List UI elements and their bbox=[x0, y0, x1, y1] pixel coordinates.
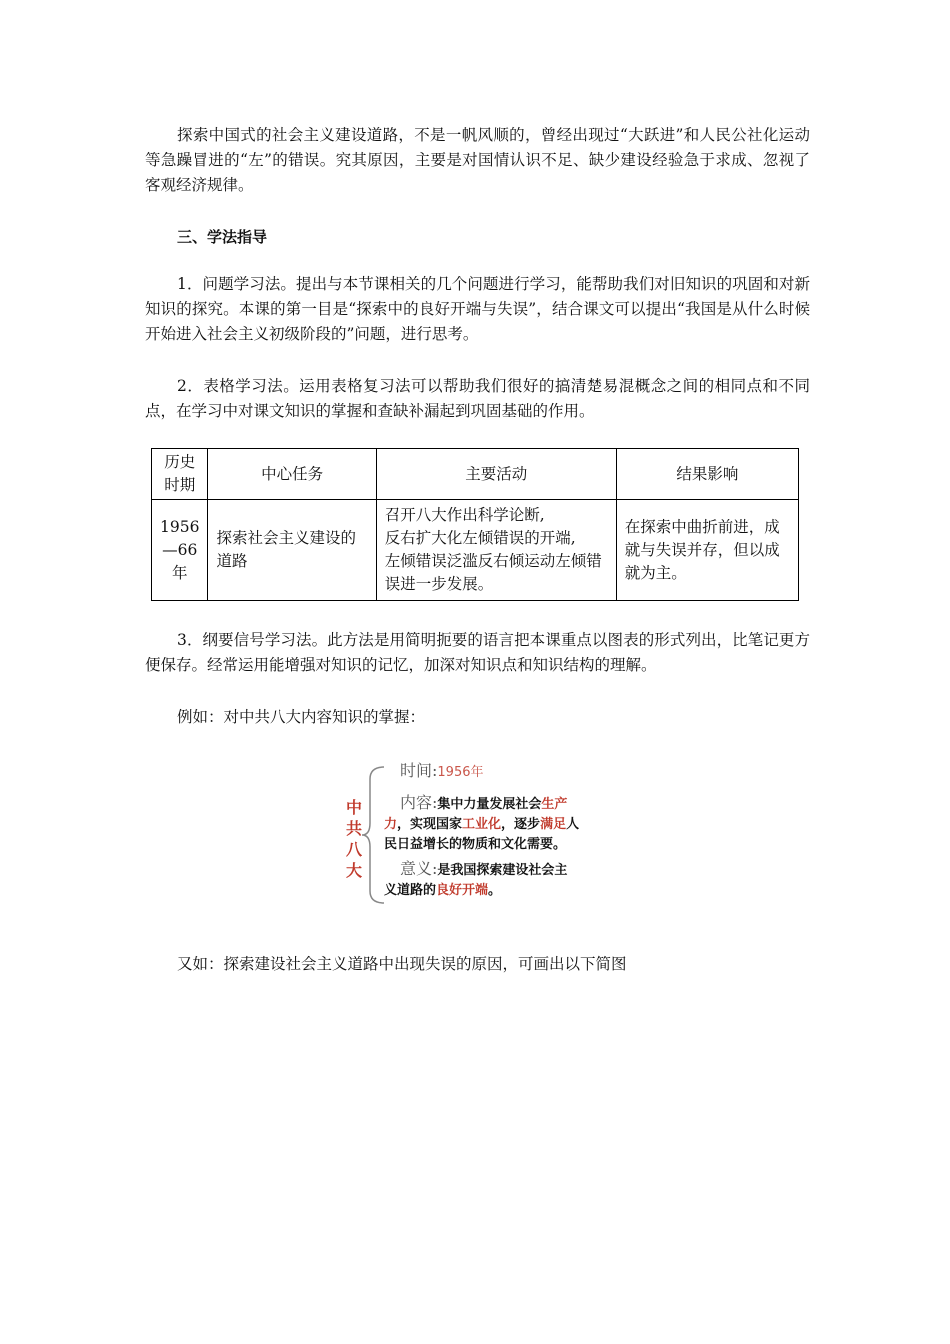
example-2-line: 又如：探索建设社会主义道路中出现失误的原因，可画出以下简图 bbox=[177, 955, 627, 973]
method-1-paragraph: 1．问题学习法。提出与本节课相关的几个问题进行学习，能帮助我们对旧知识的巩固和对新知识的探究。本课的第一目是“探索中的良好开端与失误”，结合课文可以提出“我国是从什么时候开始进入社会主义初级阶段的”问题，进行思考。 bbox=[145, 275, 810, 343]
cell-task: 探索社会主义建设的道路 bbox=[208, 500, 376, 601]
diagram-title-char: 八 bbox=[345, 840, 362, 859]
cell-period: 1956—66年 bbox=[152, 500, 208, 601]
diagram-meaning-line-1 bbox=[400, 859, 567, 881]
table-header-row bbox=[152, 449, 799, 500]
diagram-content-line-2 bbox=[384, 815, 579, 835]
header-result: 结果影响 bbox=[616, 449, 798, 500]
section-heading: 三、学法指导 bbox=[177, 228, 268, 246]
content-highlight: 满足 bbox=[540, 817, 567, 832]
example-1-line: 例如：对中共八大内容知识的掌握： bbox=[177, 708, 426, 726]
diagram-title-char: 共 bbox=[345, 819, 362, 838]
time-value: 1956年 bbox=[437, 765, 484, 780]
diagram-meaning-line-2 bbox=[384, 881, 501, 901]
eighth-congress-diagram bbox=[338, 755, 613, 905]
diagram-title-char: 大 bbox=[345, 861, 362, 880]
activity-line: 反右扩大化左倾错误的开端, bbox=[384, 529, 576, 547]
method-2-paragraph: 2．表格学习法。运用表格复习法可以帮助我们很好的搞清楚易混概念之间的相同点和不同点，在学习中对课文知识的掌握和查缺补漏起到巩固基础的作用。 bbox=[145, 377, 810, 420]
content-text: ，实现国家 bbox=[397, 817, 463, 832]
header-task: 中心任务 bbox=[208, 449, 376, 500]
cell-activities bbox=[376, 500, 616, 601]
content-text: 集中力量发展社会 bbox=[437, 797, 542, 812]
header-activities: 主要活动 bbox=[376, 449, 616, 500]
meaning-text: 义道路的 bbox=[384, 883, 437, 898]
activity-line: 召开八大作出科学论断, bbox=[384, 506, 545, 524]
table-row bbox=[152, 500, 799, 601]
diagram-content-line-3 bbox=[384, 835, 566, 855]
diagram-time-line bbox=[400, 761, 484, 783]
brace-icon bbox=[360, 765, 386, 905]
time-key: 时间: bbox=[400, 761, 438, 780]
method-3-paragraph: 3．纲要信号学习法。此方法是用简明扼要的语言把本课重点以图表的形式列出，比笔记更方便保存。经常运用能增强对知识的记忆，加深对知识点和知识结构的理解。 bbox=[145, 631, 810, 674]
content-text: 人 bbox=[566, 817, 580, 832]
diagram-content-line-1 bbox=[400, 793, 567, 815]
content-text: 民日益增长的物质和文化需要。 bbox=[384, 837, 567, 852]
content-key: 内容: bbox=[400, 793, 438, 812]
activity-line: 左倾错误泛滥反右倾运动左倾错误进一步发展。 bbox=[384, 552, 602, 593]
meaning-text: 是我国探索建设社会主 bbox=[437, 863, 568, 878]
intro-paragraph: 探索中国式的社会主义建设道路，不是一帆风顺的，曾经出现过“大跃进”和人民公社化运动等急躁冒进的“左”的错误。究其原因，主要是对国情认识不足、缺少建设经验急于求成、忽视了客观经济规律。 bbox=[145, 126, 810, 194]
meaning-text: 。 bbox=[488, 883, 502, 898]
content-highlight: 力 bbox=[384, 817, 398, 832]
meaning-key: 意义: bbox=[400, 859, 438, 878]
content-text: ，逐步 bbox=[501, 817, 541, 832]
history-table bbox=[151, 448, 799, 601]
cell-result: 在探索中曲折前进，成就与失误并存，但以成就为主。 bbox=[616, 500, 798, 601]
meaning-highlight: 良好开端 bbox=[436, 883, 489, 898]
content-highlight: 工业化 bbox=[462, 817, 502, 832]
header-period: 历史时期 bbox=[152, 449, 208, 500]
content-highlight: 生产 bbox=[541, 797, 568, 812]
diagram-title-char: 中 bbox=[345, 798, 362, 817]
